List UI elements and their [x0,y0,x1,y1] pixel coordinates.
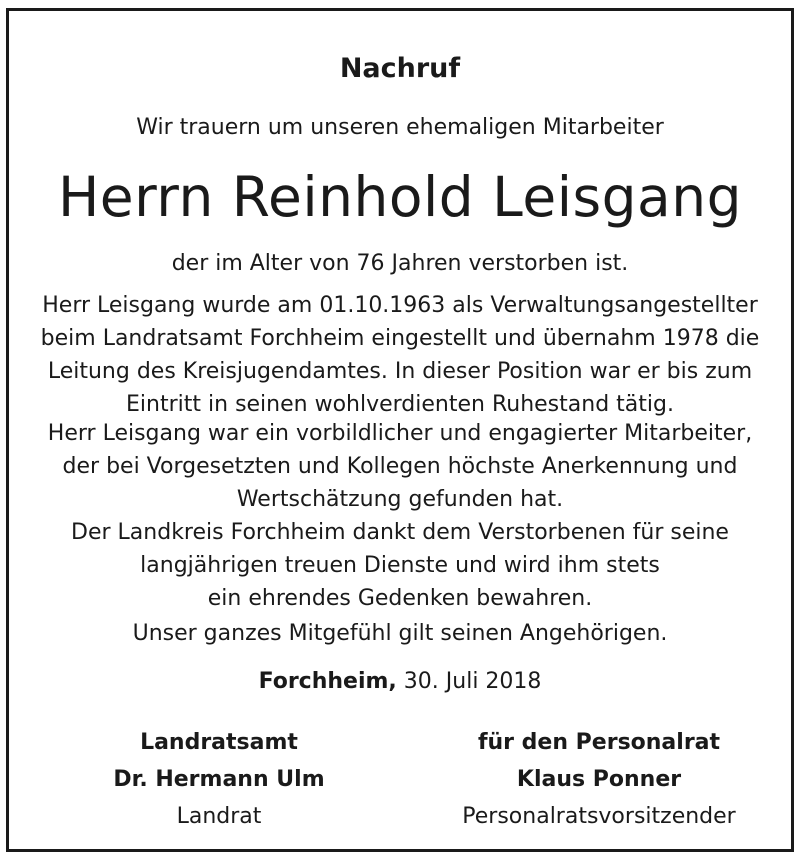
intro-line: Wir trauern um unseren ehemaligen Mitarbeiter [136,115,664,140]
notice-title: Nachruf [339,53,461,84]
signature-landratsamt [69,724,369,835]
paragraph-condolence [9,617,791,650]
paragraph-career [9,289,791,421]
place-date-line [9,669,791,694]
obituary-content [9,11,791,849]
paragraph-appreciation [9,417,791,516]
signature-org: Landratsamt [140,730,298,755]
paragraph-line: Herr Leisgang wurde am 01.10.1963 als Verwaltungsangestellter [42,293,758,318]
place: Forchheim, [258,669,397,694]
paragraph-line: Wertschätzung gefunden hat. [236,487,564,512]
signature-personalrat [429,724,769,835]
paragraph-line: Der Landkreis Forchheim dankt dem Verstorbenen für seine [71,520,729,545]
paragraph-thanks [9,516,791,615]
paragraph-line: Herr Leisgang war ein vorbildlicher und engagierter Mitarbeiter, [47,421,753,446]
signature-role: Landrat [176,804,262,829]
obituary-frame [6,8,794,852]
date: 30. Juli 2018 [403,669,542,694]
signature-person: Klaus Ponner [516,767,682,792]
paragraph-line: ein ehrendes Gedenken bewahren. [207,586,593,611]
paragraph-line: langjährigen treuen Dienste und wird ihm stets [140,553,660,578]
signature-role: Personalratsvorsitzender [462,804,736,829]
paragraph-line: beim Landratsamt Forchheim eingestellt und übernahm 1978 die [40,326,760,351]
paragraph-line: Leitung des Kreisjugendamtes. In dieser Position war er bis zum [47,359,753,384]
paragraph-line: Unser ganzes Mitgefühl gilt seinen Angehörigen. [132,621,668,646]
signature-person: Dr. Hermann Ulm [113,767,325,792]
age-line: der im Alter von 76 Jahren verstorben ist. [171,251,629,276]
paragraph-line: Eintritt in seinen wohlverdienten Ruhestand tätig. [126,392,674,417]
deceased-name: Herrn Reinhold Leisgang [57,165,743,229]
signature-org: für den Personalrat [477,730,721,755]
paragraph-line: der bei Vorgesetzten und Kollegen höchste Anerkennung und [62,454,738,479]
